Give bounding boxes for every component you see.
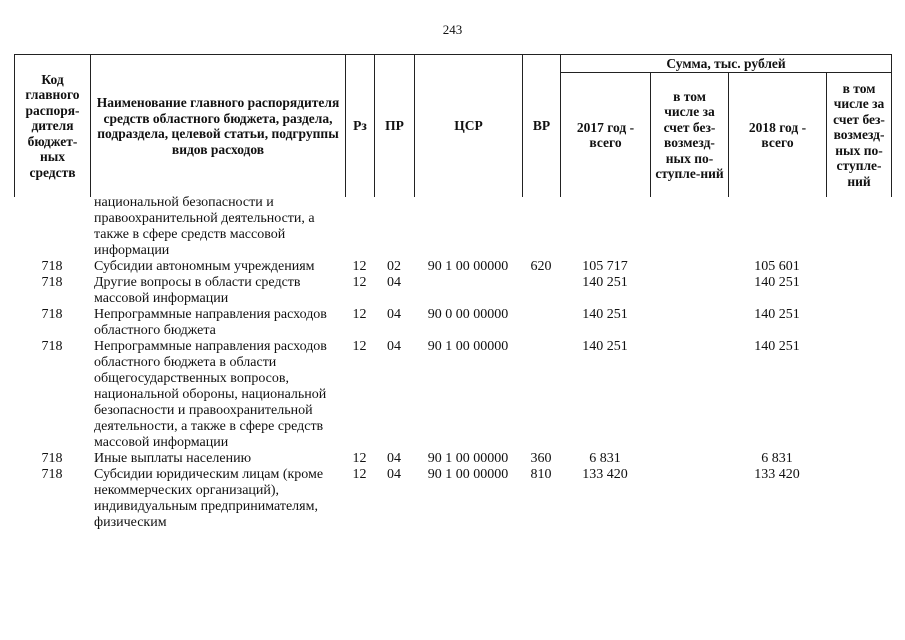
cell-2017-total: 140 251 xyxy=(582,275,628,290)
cell-2017-grants xyxy=(650,195,728,259)
cell-csr: 90 0 00 00000 xyxy=(427,307,509,322)
cell-rz: 12 xyxy=(352,259,367,274)
cell-2017-total: 133 420 xyxy=(582,467,628,482)
cell-2017-total: 6 831 xyxy=(589,451,621,466)
cell-2018-total: 140 251 xyxy=(754,339,800,354)
header-code: Код главного распоря-дителя бюджет-ных средств xyxy=(15,55,91,198)
header-name: Наименование главного распорядителя средств областного бюджета, раздела, подраздела, целевой статьи, подгруппы видов расходов xyxy=(91,55,346,198)
header-2017-total: 2017 год - всего xyxy=(561,73,651,198)
cell-2018-grants xyxy=(826,259,891,275)
cell-pr: 04 xyxy=(387,467,401,482)
cell-2018-total: 133 420 xyxy=(754,467,800,482)
cell-name: Непрограммные направления расходов областного бюджета в области общегосударственных вопросов, национальной обороны, национальной безопасности и правоохранительной деятельности, а также в сфере средств массовой информации xyxy=(94,339,327,450)
cell-2017-total xyxy=(560,195,650,259)
cell-code: 718 xyxy=(41,339,63,354)
cell-code: 718 xyxy=(41,275,63,290)
cell-code: 718 xyxy=(41,259,63,274)
table-row xyxy=(14,307,891,339)
cell-pr: 04 xyxy=(387,275,401,290)
header-2018-grants: в том числе за счет без-возмезд-ных по-ступле-ний xyxy=(827,73,892,198)
cell-vr xyxy=(522,275,560,307)
cell-rz: 12 xyxy=(352,307,367,322)
cell-2017-grants xyxy=(650,451,728,467)
cell-rz: 12 xyxy=(352,339,367,354)
cell-rz xyxy=(345,195,374,259)
cell-2017-grants xyxy=(650,307,728,339)
cell-2018-grants xyxy=(826,307,891,339)
cell-vr: 360 xyxy=(530,451,552,466)
cell-code: 718 xyxy=(41,307,63,322)
cell-pr xyxy=(374,195,414,259)
cell-pr: 04 xyxy=(387,307,401,322)
cell-vr xyxy=(522,307,560,339)
header-rz: Рз xyxy=(346,55,375,198)
cell-rz: 12 xyxy=(352,467,367,482)
cell-csr: 90 1 00 00000 xyxy=(427,259,509,274)
header-2018-total: 2018 год - всего xyxy=(729,73,827,198)
cell-name: Другие вопросы в области средств массовой информации xyxy=(94,275,301,306)
cell-2017-grants xyxy=(650,467,728,531)
cell-2018-total: 140 251 xyxy=(754,275,800,290)
cell-2017-grants xyxy=(650,339,728,451)
header-vr: ВР xyxy=(523,55,561,198)
cell-pr: 02 xyxy=(387,259,401,274)
table-row xyxy=(14,275,891,307)
cell-2018-total: 140 251 xyxy=(754,307,800,322)
cell-2017-total: 140 251 xyxy=(582,307,628,322)
cell-name: Иные выплаты населению xyxy=(94,451,252,466)
table-row xyxy=(14,259,891,275)
cell-2018-grants xyxy=(826,275,891,307)
cell-csr: 90 1 00 00000 xyxy=(427,451,509,466)
cell-vr xyxy=(522,339,560,451)
header-sum-title: Сумма, тыс. рублей xyxy=(561,55,892,73)
cell-csr xyxy=(414,275,522,307)
cell-2017-total: 140 251 xyxy=(582,339,628,354)
table-row xyxy=(14,467,891,531)
cell-2018-total: 105 601 xyxy=(754,259,800,274)
table-body xyxy=(14,195,891,531)
cell-pr: 04 xyxy=(387,339,401,354)
header-pr: ПР xyxy=(375,55,415,198)
table-row xyxy=(14,339,891,451)
table-header xyxy=(14,54,892,197)
cell-code: 718 xyxy=(41,467,63,482)
cell-csr: 90 1 00 00000 xyxy=(427,467,509,482)
page-number: 243 xyxy=(442,22,463,37)
cell-2018-grants xyxy=(826,467,891,531)
cell-vr xyxy=(522,195,560,259)
cell-vr: 810 xyxy=(530,467,552,482)
table-row xyxy=(14,451,891,467)
cell-rz: 12 xyxy=(352,451,367,466)
cell-name: Непрограммные направления расходов областного бюджета xyxy=(94,307,327,338)
cell-2017-grants xyxy=(650,259,728,275)
cell-rz: 12 xyxy=(352,275,367,290)
cell-vr: 620 xyxy=(530,259,552,274)
cell-2018-grants xyxy=(826,195,891,259)
cell-code: 718 xyxy=(41,451,63,466)
cell-csr xyxy=(414,195,522,259)
cell-2017-grants xyxy=(650,275,728,307)
cell-name: национальной безопасности и правоохранительной деятельности, а также в сфере средств массовой информации xyxy=(94,195,315,258)
cell-code xyxy=(14,195,90,259)
header-csr: ЦСР xyxy=(415,55,523,198)
cell-2017-total: 105 717 xyxy=(582,259,628,274)
cell-2018-grants xyxy=(826,451,891,467)
cell-2018-total: 6 831 xyxy=(761,451,793,466)
cell-csr: 90 1 00 00000 xyxy=(427,339,509,354)
cell-pr: 04 xyxy=(387,451,401,466)
cell-name: Субсидии автономным учреждениям xyxy=(94,259,315,274)
table-row xyxy=(14,195,891,259)
header-2017-grants: в том числе за счет без-возмезд-ных по-ступле-ний xyxy=(651,73,729,198)
cell-name: Субсидии юридическим лицам (кроме некоммерческих организаций), индивидуальным предпринимателям, физическим xyxy=(94,467,324,530)
cell-2018-total xyxy=(728,195,826,259)
cell-2018-grants xyxy=(826,339,891,451)
